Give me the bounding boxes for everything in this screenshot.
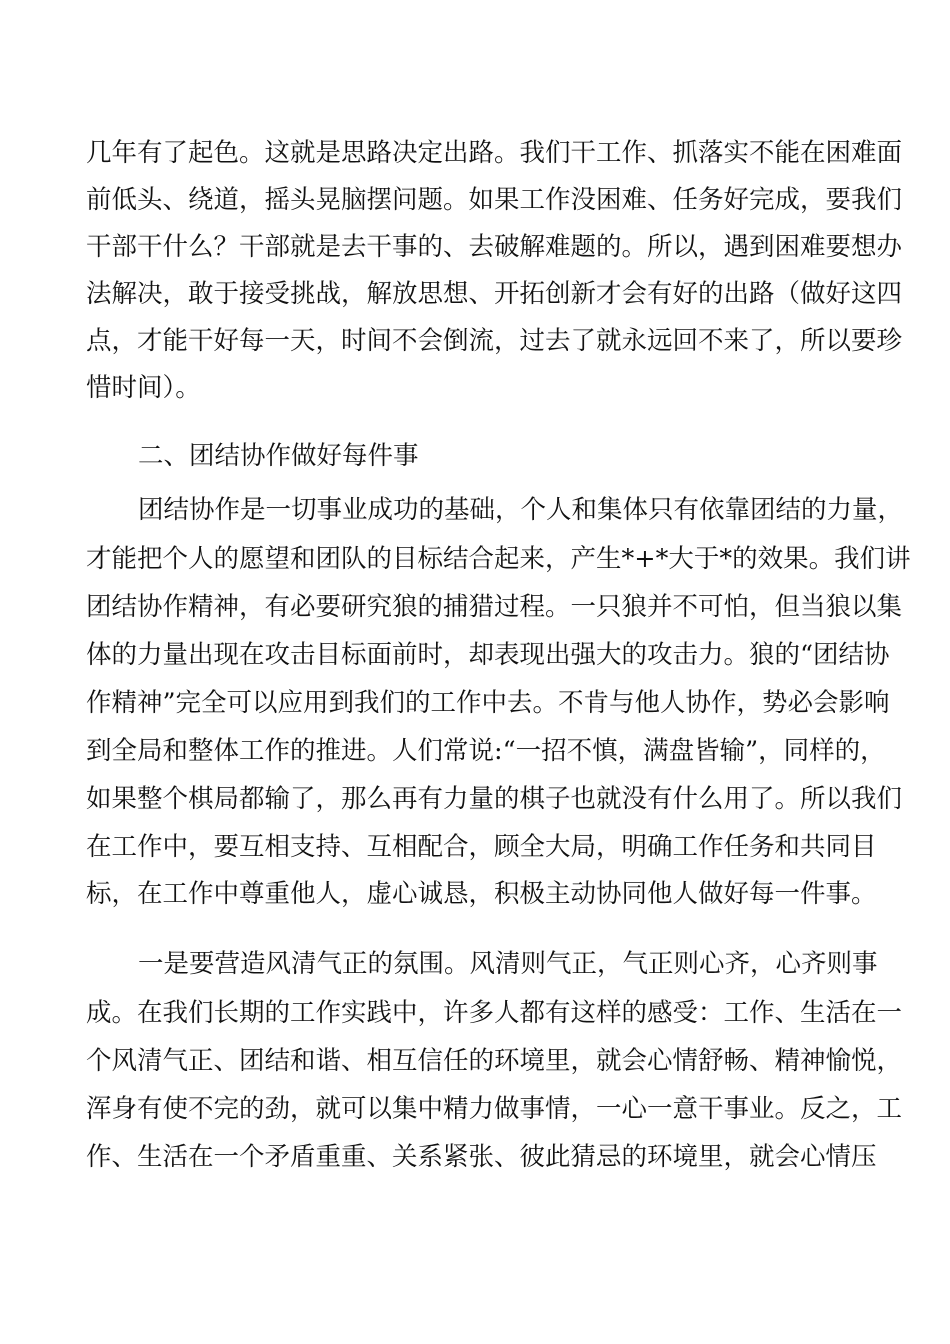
text-line: 干部干什么？干部就是去干事的、去破解难题的。所以，遇到困难要想办 [86, 232, 903, 262]
text-line: 几年有了起色。这就是思路决定出路。我们干工作、抓落实不能在困难面 [86, 138, 903, 168]
text-line: 如果整个棋局都输了，那么再有力量的棋子也就没有什么用了。所以我们 [86, 784, 903, 814]
section-heading: 二、团结协作做好每件事 [138, 441, 419, 471]
text-line: 惜时间）。 [86, 373, 201, 403]
text-line: 作精神”完全可以应用到我们的工作中去。不肯与他人协作，势必会影响 [86, 688, 890, 718]
text-line: 个风清气正、团结和谐、相互信任的环境里，就会心情舒畅、精神愉悦， [86, 1046, 903, 1076]
text-line: 一是要营造风清气正的氛围。风清则气正，气正则心齐，心齐则事 [138, 949, 878, 979]
text-line: 在工作中，要互相支持、互相配合，顾全大局，明确工作任务和共同目 [86, 832, 877, 862]
text-line: 前低头、绕道，摇头晃脑摆问题。如果工作没困难、任务好完成，要我们 [86, 185, 903, 215]
text-line: 作、生活在一个矛盾重重、关系紧张、彼此猜忌的环境里，就会心情压 [86, 1142, 877, 1172]
text-line: 法解决，敢于接受挑战，解放思想、开拓创新才会有好的出路（做好这四 [86, 279, 903, 309]
text-line: 浑身有使不完的劲，就可以集中精力做事情，一心一意干事业。反之，工 [86, 1094, 903, 1124]
text-line: 点，才能干好每一天，时间不会倒流，过去了就永远回不来了，所以要珍 [86, 326, 903, 356]
text-line: 成。在我们长期的工作实践中，许多人都有这样的感受：工作、生活在一 [86, 998, 903, 1028]
text-line: 才能把个人的愿望和团队的目标结合起来，产生*+*大于*的效果。我们讲 [86, 544, 911, 574]
text-line: 团结协作精神，有必要研究狼的捕猎过程。一只狼并不可怕，但当狼以集 [86, 592, 903, 622]
text-line: 团结协作是一切事业成功的基础，个人和集体只有依靠团结的力量， [138, 495, 904, 525]
text-line: 体的力量出现在攻击目标面前时，却表现出强大的攻击力。狼的“团结协 [86, 640, 890, 670]
text-line: 到全局和整体工作的推进。人们常说:“一招不慎，满盘皆输”，同样的， [86, 736, 886, 766]
text-line: 标，在工作中尊重他人，虚心诚恳，积极主动协同他人做好每一件事。 [86, 879, 877, 909]
